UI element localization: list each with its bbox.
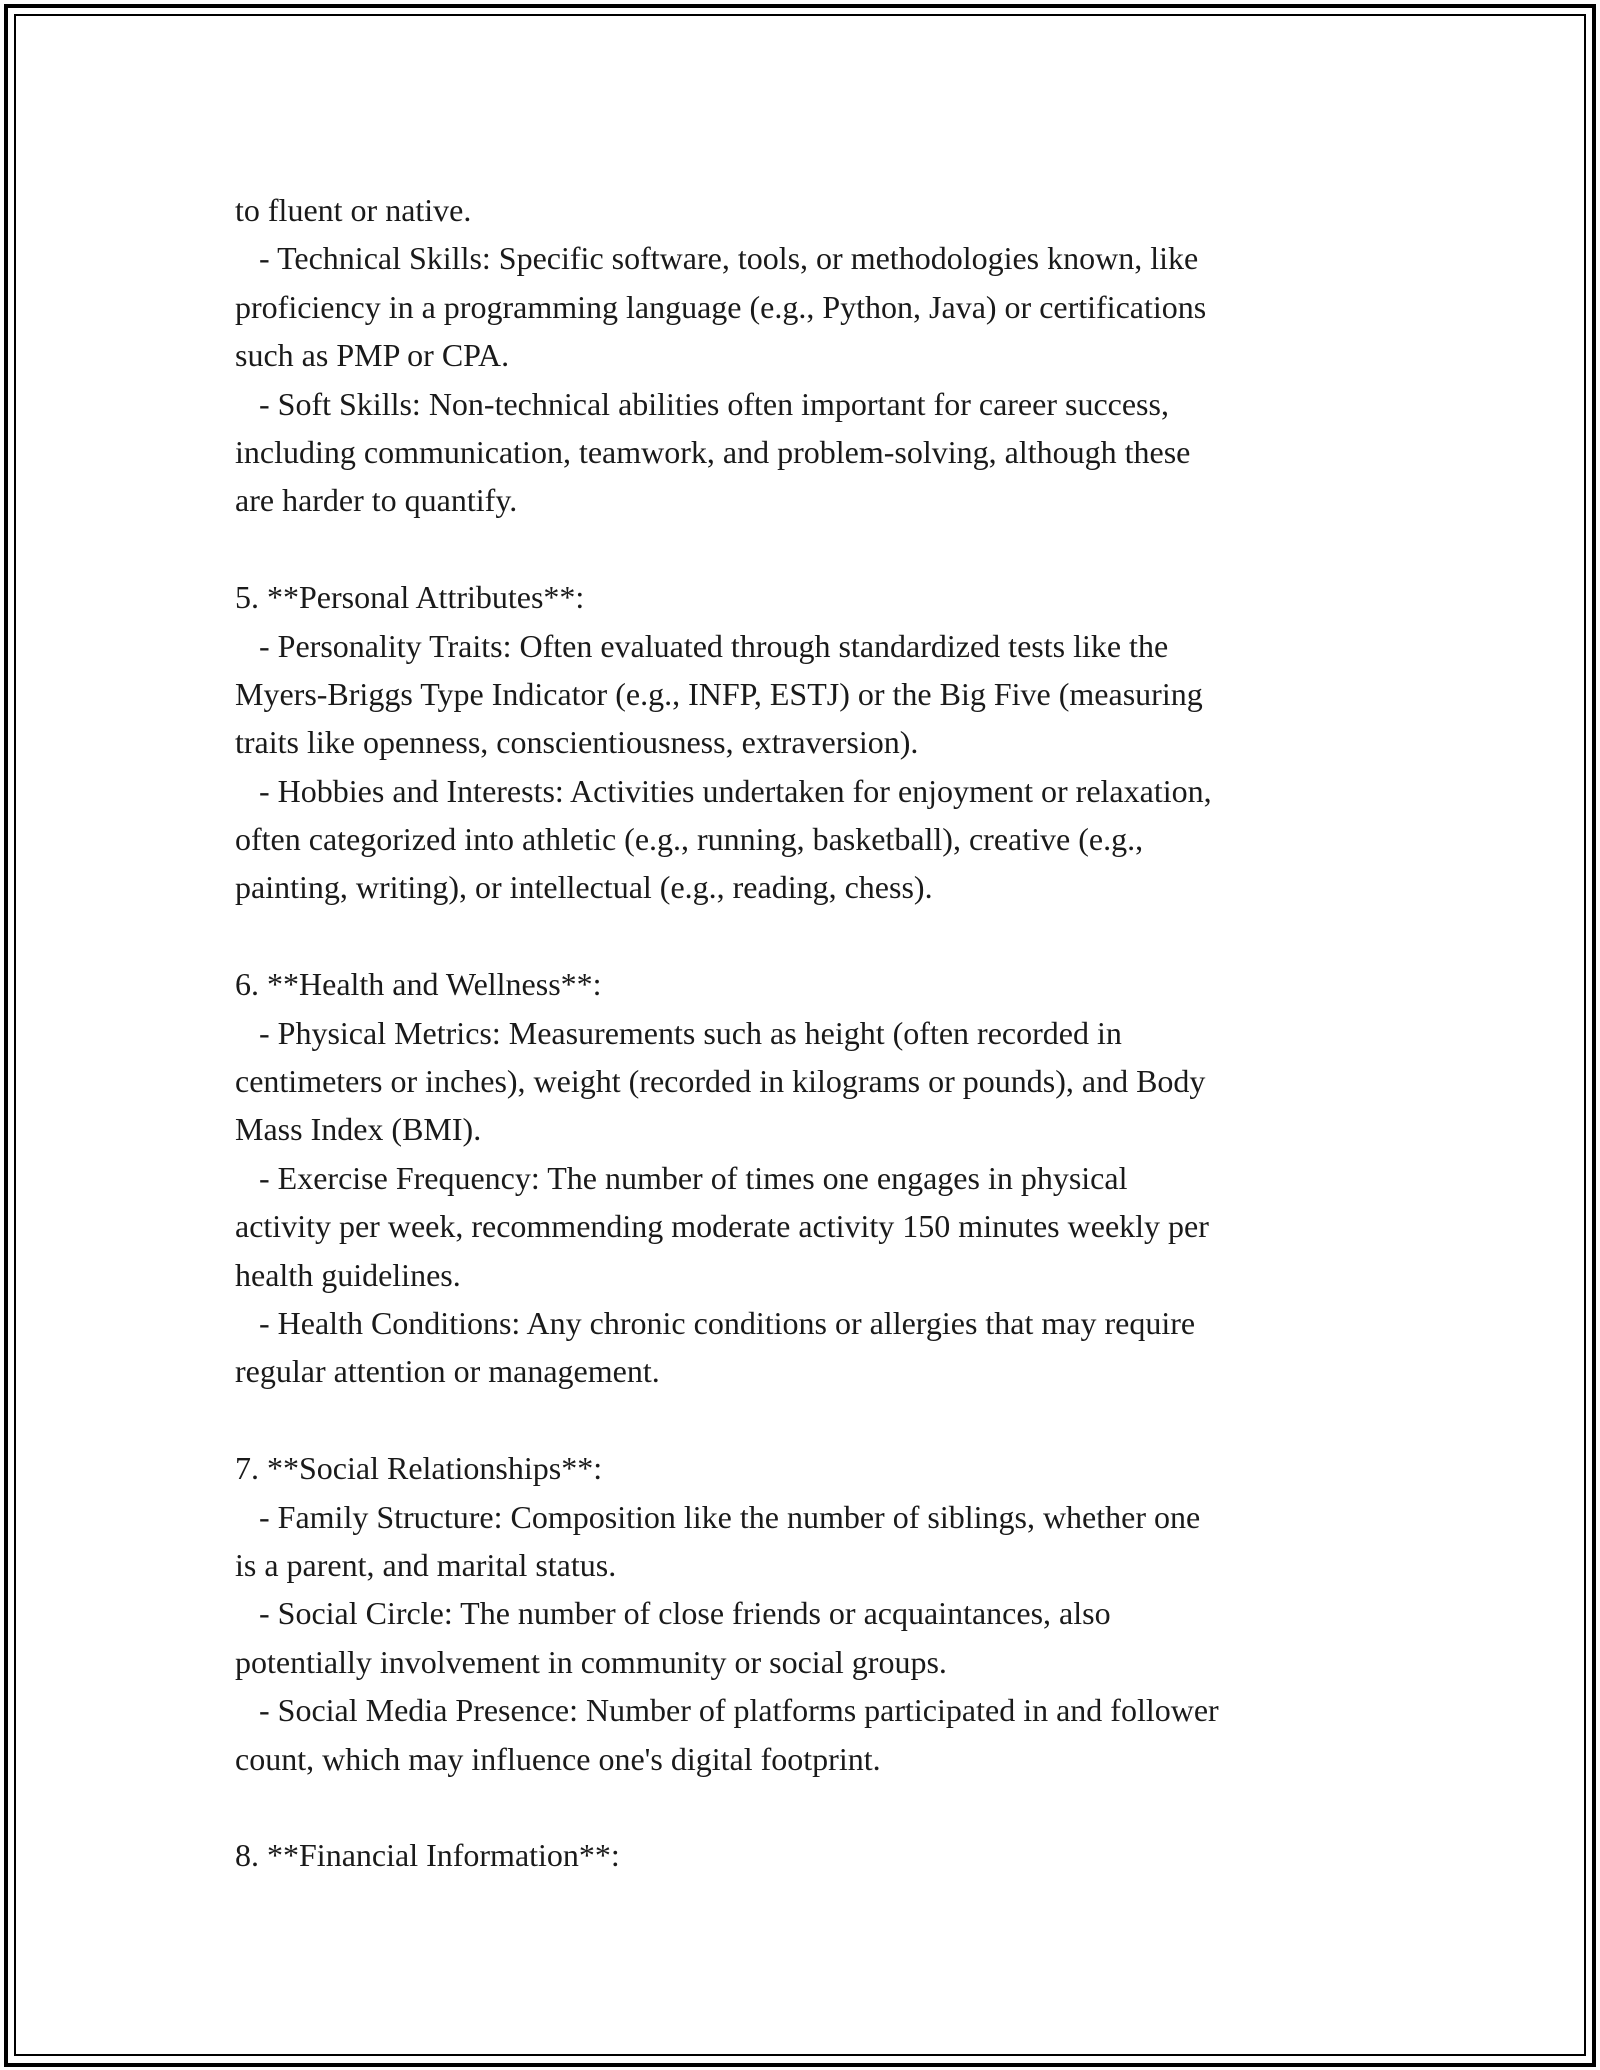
text-line: - Technical Skills: Specific software, tools, or methodologies known, like: [235, 240, 1199, 277]
text-line: regular attention or management.: [235, 1353, 660, 1390]
text-line: - Hobbies and Interests: Activities undertaken for enjoyment or relaxation,: [235, 772, 1212, 809]
section-heading: 7. **Social Relationships**:: [235, 1450, 603, 1487]
text-line: health guidelines.: [235, 1256, 461, 1293]
text-line: - Social Circle: The number of close friends or acquaintances, also: [235, 1595, 1111, 1632]
text-line: is a parent, and marital status.: [235, 1546, 617, 1583]
section-heading: 6. **Health and Wellness**:: [235, 966, 602, 1003]
text-line: - Social Media Presence: Number of platforms participated in and follower: [235, 1692, 1219, 1729]
section-heading: 8. **Financial Information**:: [235, 1837, 620, 1874]
text-line: including communication, teamwork, and problem-solving, although these: [235, 433, 1191, 470]
blank-line: [235, 912, 1385, 960]
text-line: - Soft Skills: Non-technical abilities often important for career success,: [235, 385, 1169, 422]
blank-line: [235, 1396, 1385, 1444]
text-line: often categorized into athletic (e.g., running, basketball), creative (e.g.,: [235, 821, 1144, 858]
text-line: traits like openness, conscientiousness, extraversion).: [235, 724, 919, 761]
text-line: - Physical Metrics: Measurements such as height (often recorded in: [235, 1014, 1122, 1051]
document-body: [235, 186, 1385, 1880]
section-heading: 5. **Personal Attributes**:: [235, 579, 585, 616]
text-line: to fluent or native.: [235, 192, 472, 228]
text-line: painting, writing), or intellectual (e.g., reading, chess).: [235, 869, 933, 906]
text-line: - Family Structure: Composition like the number of siblings, whether one: [235, 1498, 1201, 1535]
blank-line: [235, 525, 1385, 573]
text-line: count, which may influence one's digital footprint.: [235, 1740, 881, 1777]
text-line: - Exercise Frequency: The number of times one engages in physical: [235, 1159, 1128, 1196]
text-line: such as PMP or CPA.: [235, 337, 510, 374]
text-line: centimeters or inches), weight (recorded in kilograms or pounds), and Body: [235, 1063, 1206, 1100]
blank-line: [235, 1783, 1385, 1831]
text-line: - Personality Traits: Often evaluated through standardized tests like the: [235, 627, 1169, 664]
text-line: Mass Index (BMI).: [235, 1111, 482, 1148]
text-line: potentially involvement in community or social groups.: [235, 1643, 947, 1680]
text-line: proficiency in a programming language (e.g., Python, Java) or certifications: [235, 288, 1207, 325]
text-line: - Health Conditions: Any chronic conditions or allergies that may require: [235, 1304, 1196, 1341]
text-line: activity per week, recommending moderate activity 150 minutes weekly per: [235, 1208, 1209, 1245]
text-line: are harder to quantify.: [235, 482, 518, 519]
text-line: Myers-Briggs Type Indicator (e.g., INFP, ESTJ) or the Big Five (measuring: [235, 675, 1203, 712]
